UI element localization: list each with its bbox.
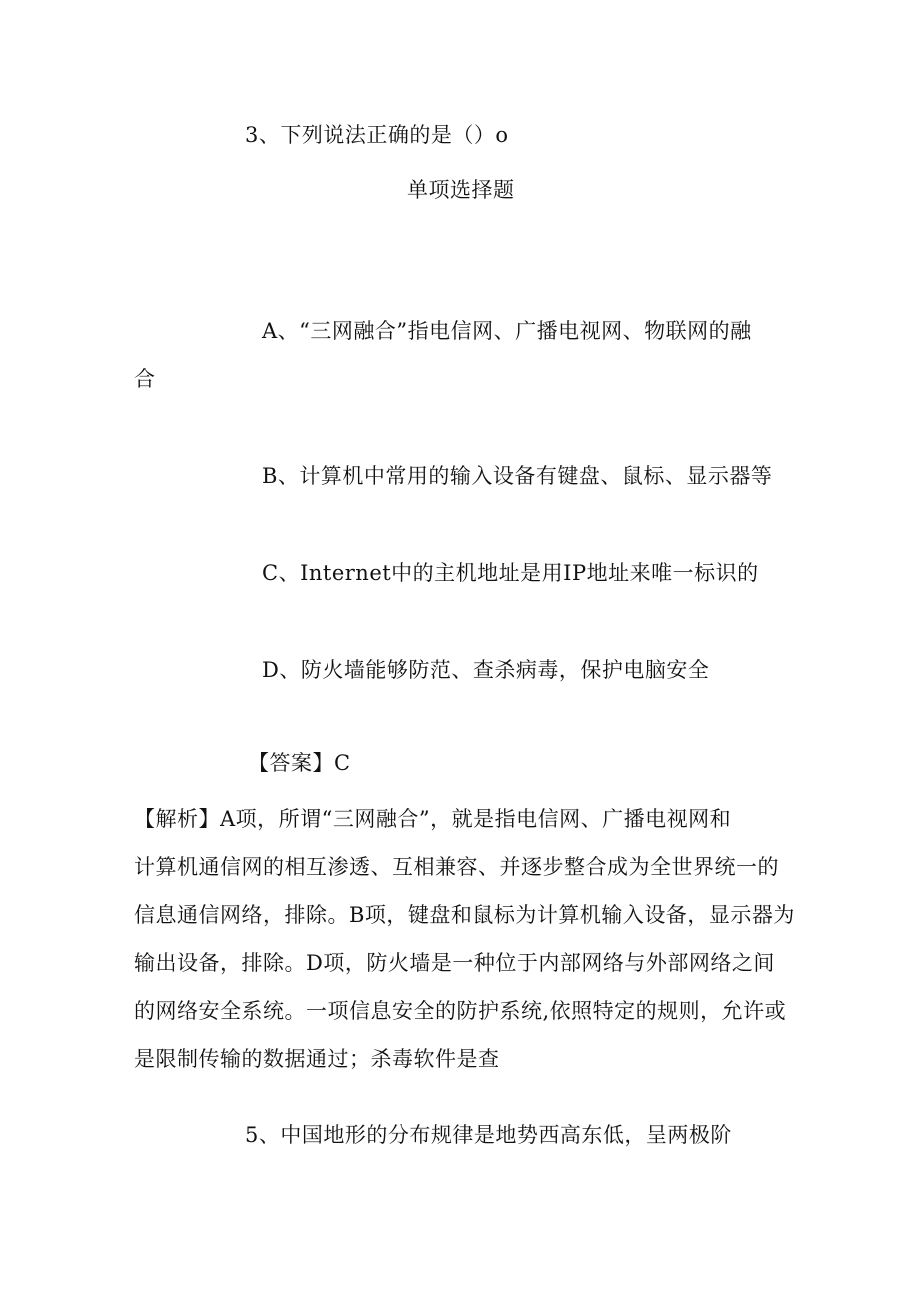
explanation-line: 【解析】A项，所谓“三网融合”，就是指电信网、广播电视网和 — [134, 807, 732, 831]
question-5-title: 5、中国地形的分布规律是地势西高东低，呈两极阶 — [245, 1123, 732, 1147]
explanation-line: 输出设备，排除。D项，防火墙是一种位于内部网络与外部网络之间 — [134, 951, 775, 975]
explanation-line: 计算机通信网的相互渗透、互相兼容、并逐步整合成为全世界统一的 — [134, 855, 779, 879]
question-type-label: 单项选择题 — [407, 178, 515, 202]
option-a-line2: 合 — [134, 367, 156, 391]
option-d: D、防火墙能够防范、查杀病毒，保护电脑安全 — [262, 658, 710, 682]
answer-line: 【答案】C — [248, 751, 351, 775]
explanation-line: 的网络安全系统。一项信息安全的防护系统,依照特定的规则，允许或 — [134, 999, 787, 1023]
option-b: B、计算机中常用的输入设备有键盘、鼠标、显示器等 — [262, 464, 773, 488]
question-3-title: 3、下列说法正确的是（）o — [245, 123, 509, 147]
explanation-line: 是限制传输的数据通过；杀毒软件是查 — [134, 1047, 500, 1071]
explanation-line: 信息通信网络，排除。B项，键盘和鼠标为计算机输入设备，显示器为 — [134, 903, 795, 927]
option-c: C、Internet中的主机地址是用IP地址来唯一标识的 — [262, 561, 759, 585]
option-a-line1: A、“三网融合”指电信网、广播电视网、物联网的融 — [262, 319, 752, 343]
explanation-block — [134, 795, 794, 1083]
